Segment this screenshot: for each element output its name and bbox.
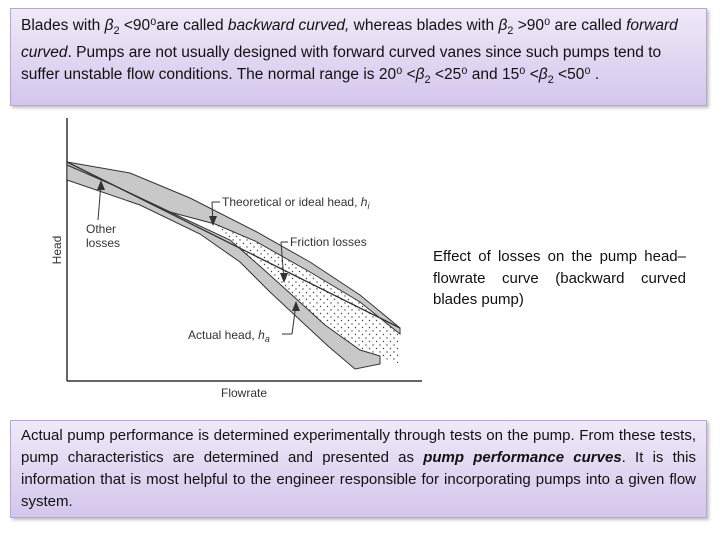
y-axis-label: Head [50,235,64,265]
actual-head-label: Actual head, $h_a$ [188,328,270,344]
other-losses-label-2: losses [86,236,121,250]
performance-text-box [10,420,707,518]
performance-text: Actual pump performance is determined experimentally through tests on the pump. From these tests, pump characteristics are determined and presented as pump performance curves. It is this information that is most helpful to the engineer responsible for incorporating pumps into a given flow system. [21,427,696,510]
intro-text: Blades with $\beta_2 <90^0are$ called backward curved, whereas blades with $\beta_2 >90^0$ are called forward curved. Pumps are not usually designed with forward curved vanes since such pumps tend to suffer unstable flow conditions. The normal range is $20^0 <\beta_2 <25^0$ and $15^0 <\beta_2 <50^0$ . [21,17,678,87]
theoretical-head-label: Theoretical or ideal head, $h_i$ [222,195,370,211]
friction-losses-label: Friction losses [290,235,367,249]
x-axis-label: Flowrate [220,386,268,400]
diagram-caption: Effect of losses on the pump head–flowrate curve (backward curved blades pump) [433,248,686,308]
other-losses-label-1: Other [86,222,117,236]
